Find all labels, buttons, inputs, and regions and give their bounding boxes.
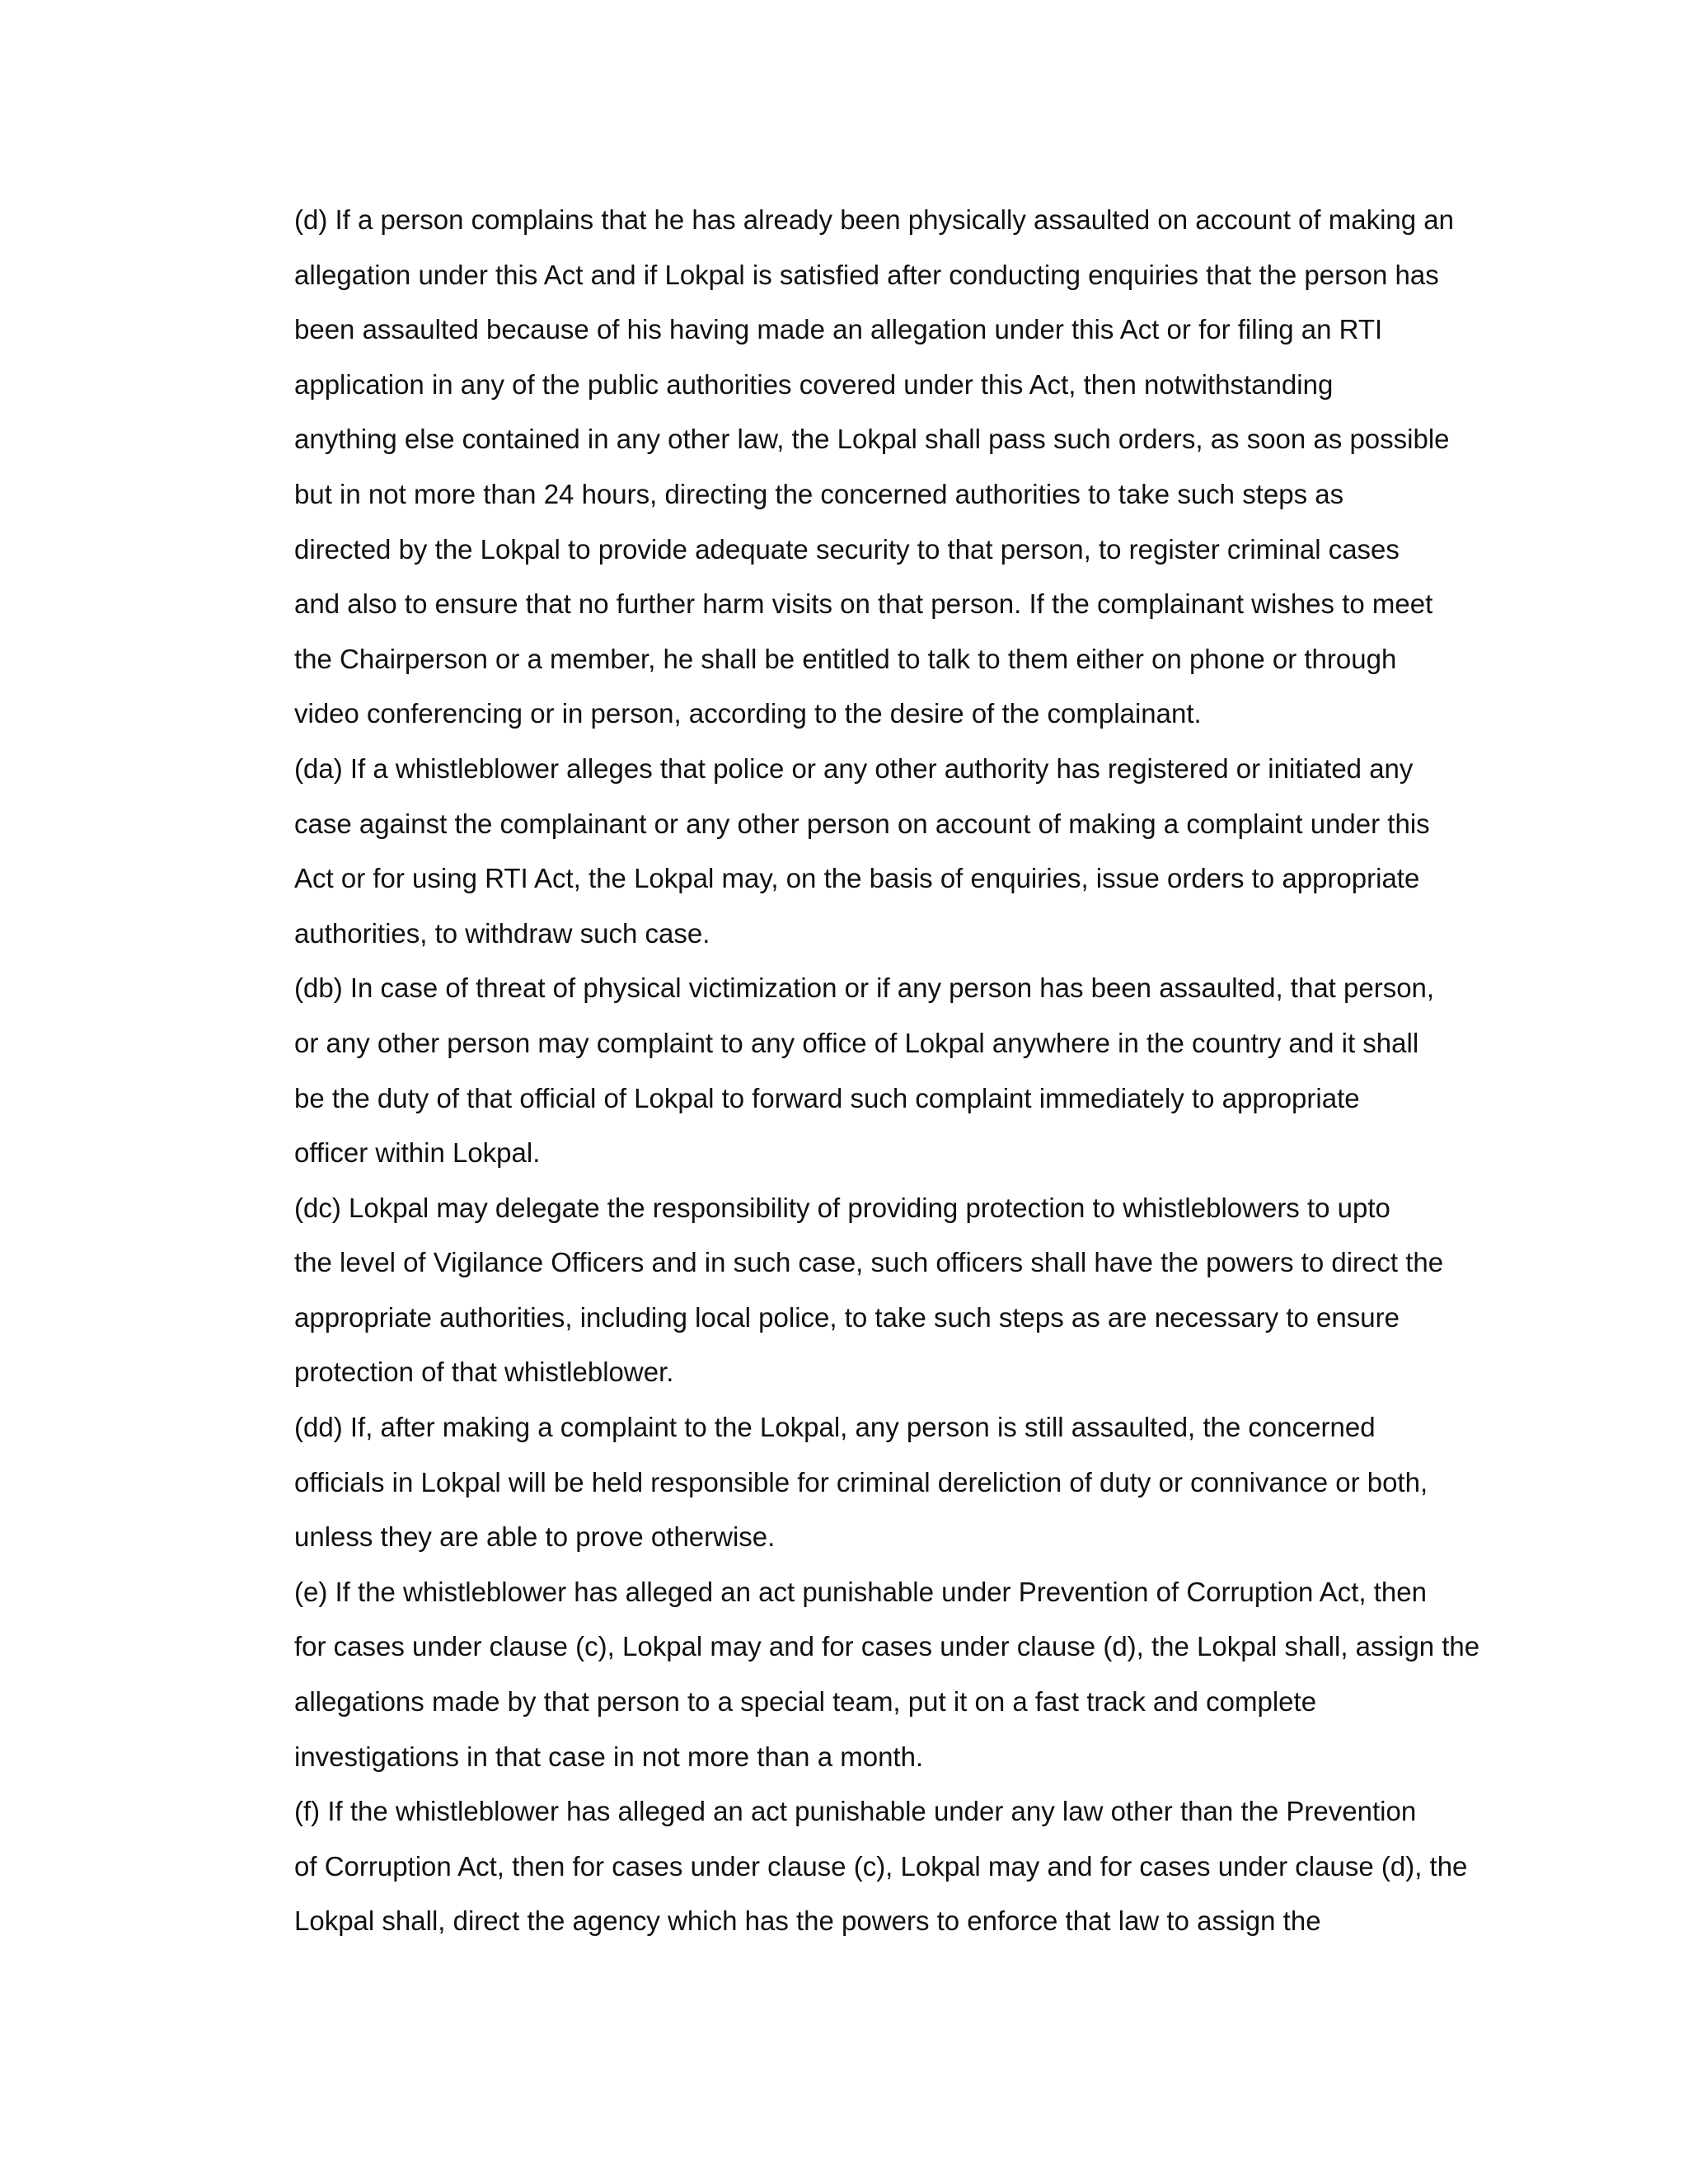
text-line: allegations made by that person to a special team, put it on a fast track and complete (294, 1686, 1317, 1718)
document-body (294, 193, 1481, 1949)
text-line: authorities, to withdraw such case. (294, 917, 710, 949)
text-line: unless they are able to prove otherwise. (294, 1521, 776, 1553)
text-line: (da) If a whistleblower alleges that police or any other authority has registered or initiated any (294, 752, 1414, 784)
text-line: anything else contained in any other law, the Lokpal shall pass such orders, as soon as possible (294, 424, 1450, 455)
text-line: for cases under clause (c), Lokpal may and for cases under clause (d), the Lokpal shall, assign the (294, 1631, 1480, 1662)
text-line: be the duty of that official of Lokpal to forward such complaint immediately to appropriate (294, 1082, 1360, 1113)
text-line: but in not more than 24 hours, directing the concerned authorities to take such steps as (294, 478, 1344, 509)
text-line: protection of that whistleblower. (294, 1357, 674, 1388)
text-line: directed by the Lokpal to provide adequate security to that person, to register criminal cases (294, 533, 1400, 565)
text-line: appropriate authorities, including local police, to take such steps as are necessary to ensure (294, 1301, 1400, 1333)
text-line: (f) If the whistleblower has alleged an act punishable under any law other than the Prevention (294, 1796, 1417, 1827)
text-line: allegation under this Act and if Lokpal is satisfied after conducting enquiries that the person has (294, 259, 1439, 290)
text-line: of Corruption Act, then for cases under clause (c), Lokpal may and for cases under clause (d), the (294, 1850, 1468, 1882)
text-line: the level of Vigilance Officers and in such case, such officers shall have the powers to direct the (294, 1247, 1444, 1278)
text-line: been assaulted because of his having made an allegation under this Act or for filing an RTI (294, 314, 1383, 345)
text-line: (dc) Lokpal may delegate the responsibility of providing protection to whistleblowers to upto (294, 1192, 1390, 1223)
text-line: or any other person may complaint to any office of Lokpal anywhere in the country and it shall (294, 1027, 1419, 1058)
text-line: officials in Lokpal will be held responsible for criminal dereliction of duty or connivance or both, (294, 1466, 1428, 1497)
text-line: video conferencing or in person, according to the desire of the complainant. (294, 698, 1202, 729)
text-line: the Chairperson or a member, he shall be entitled to talk to them either on phone or through (294, 643, 1397, 674)
text-line: (d) If a person complains that he has already been physically assaulted on account of making an (294, 204, 1454, 235)
text-line: investigations in that case in not more than a month. (294, 1741, 924, 1772)
text-line: application in any of the public authorities covered under this Act, then notwithstanding (294, 368, 1334, 400)
text-line: (db) In case of threat of physical victimization or if any person has been assaulted, that person, (294, 972, 1435, 1004)
text-line: (dd) If, after making a complaint to the Lokpal, any person is still assaulted, the concerned (294, 1412, 1376, 1443)
text-line: Act or for using RTI Act, the Lokpal may, on the basis of enquiries, issue orders to appropriate (294, 863, 1420, 894)
text-line: and also to ensure that no further harm visits on that person. If the complainant wishes to meet (294, 588, 1433, 620)
text-line: Lokpal shall, direct the agency which has the powers to enforce that law to assign the (294, 1905, 1321, 1937)
text-line: officer within Lokpal. (294, 1137, 541, 1169)
text-line: (e) If the whistleblower has alleged an act punishable under Prevention of Corruption Act, then (294, 1576, 1427, 1607)
text-line: case against the complainant or any other person on account of making a complaint under this (294, 808, 1430, 839)
